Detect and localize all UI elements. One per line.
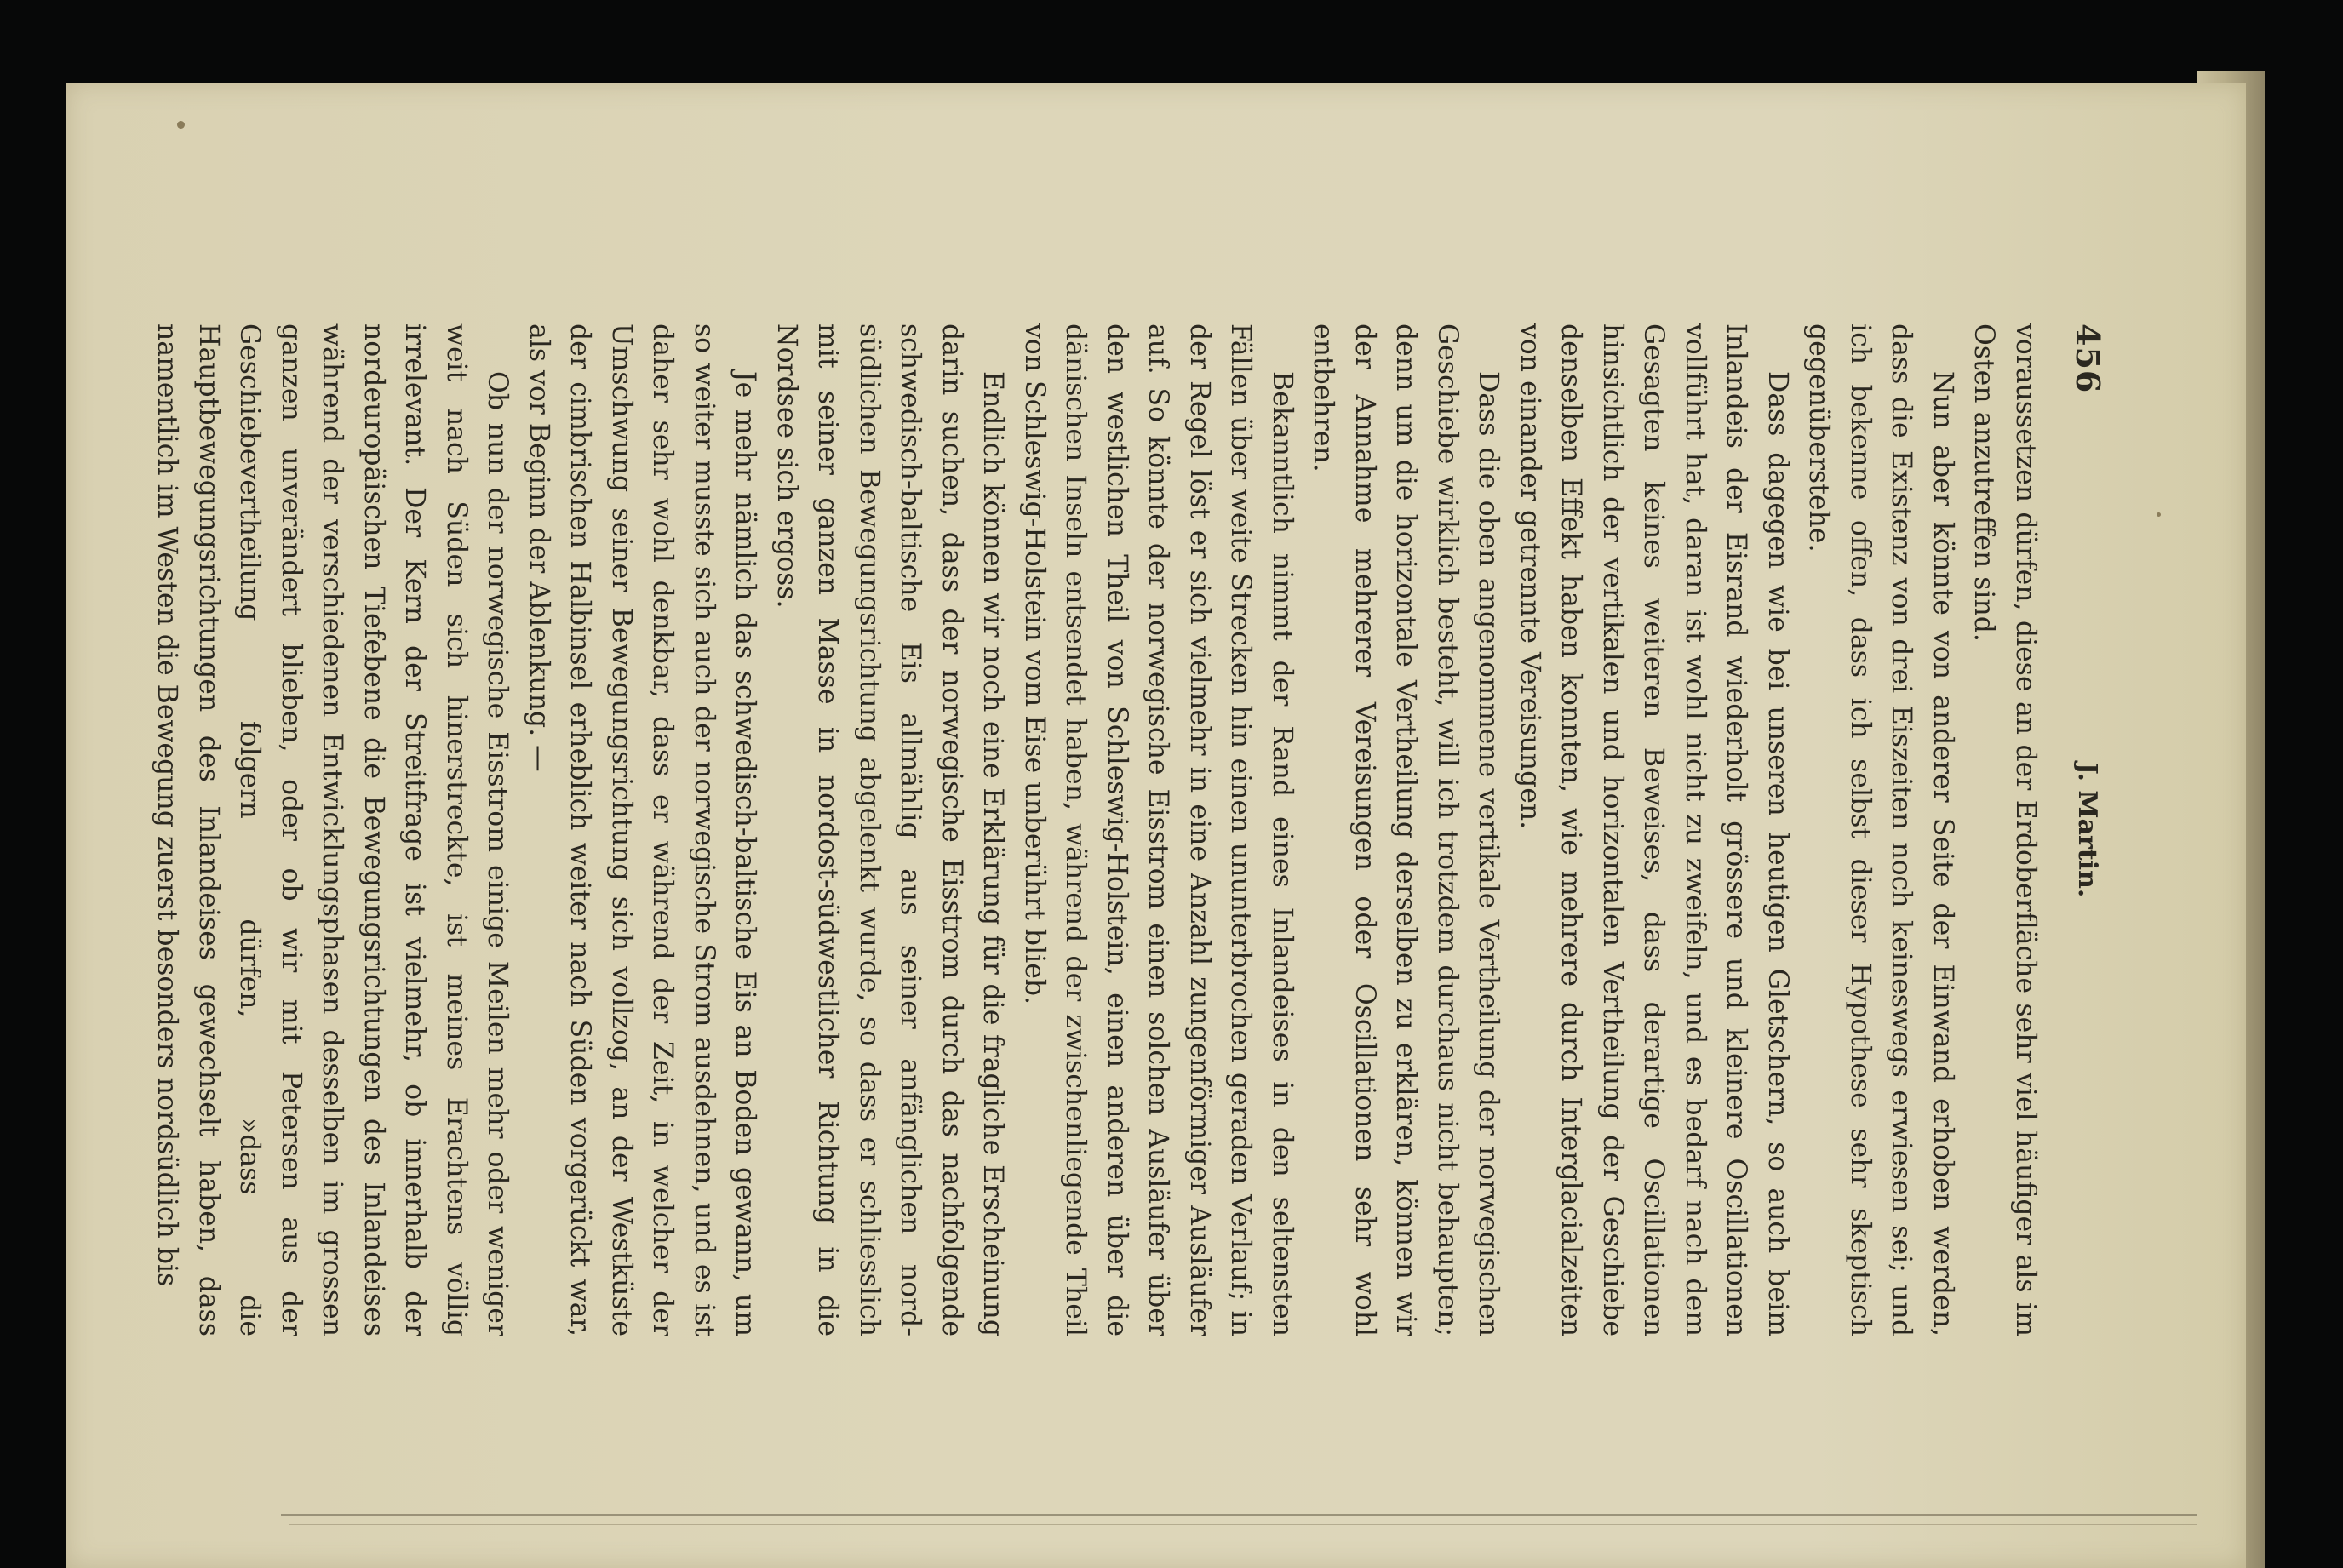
book-page — [152, 323, 2107, 1336]
page-header — [2058, 323, 2107, 1336]
paragraph: Nun aber könnte von anderer Seite der Einwand erhoben werden, dass die Existenz von drei Eiszeiten noch keineswegs erwiesen sei; und ich bekenne offen, dass ich selbst dieser Hypothese sehr skeptisch gegenüberstehe. — [1803, 323, 1958, 1336]
paragraph: voraussetzen dürfen, diese an der Erdoberfläche sehr viel häufiger als im Osten anzutreffen sind. — [1968, 323, 2041, 1336]
gutter-shadow-line — [289, 1524, 2197, 1525]
paper-speck — [2157, 512, 2161, 517]
page-number: 456 — [2069, 323, 2107, 394]
paragraph: Ob nun der norwegische Eisstrom einige Meilen mehr oder weniger weit nach Süden sich hinerstreckte, ist meines Erachtens völlig irrelevant. Der Kern der Streitfrage ist vielmehr, ob innerhalb der nordeuropäischen Tiefebene die Bewegungsrichtungen des Inlandeises während der verschiedenen Entwicklungsphasen desselben im grossen ganzen unverändert blieben, oder ob wir mit Petersen aus der Geschiebevertheilung folgern dürfen, »dass die Hauptbewegungsrichtungen des Inlandeises gewechselt haben, dass namentlich im Westen die Bewegung zuerst besonders nordsüdlich bis — [152, 323, 513, 1336]
gutter-shadow-line — [281, 1514, 2197, 1516]
paper-speck — [177, 121, 185, 129]
body-text — [146, 323, 2046, 1336]
paragraph: Dass dagegen wie bei unseren heutigen Gletschern, so auch beim Inlandeis der Eisrand wiederholt grössere und kleinere Oscillationen vollführt hat, daran ist wohl nicht zu zweifeln, und es bedarf nach dem Gesagten keines weiteren Beweises, dass derartige Oscillationen hinsichtlich der vertikalen und horizontalen Vertheilung der Geschiebe denselben Effekt haben konnten, wie mehrere durch Interglacialzeiten von einander getrennte Vereisungen. — [1515, 323, 1793, 1336]
running-head: J. Martin. — [2072, 762, 2102, 898]
paragraph: Je mehr nämlich das schwedisch-baltische Eis an Boden gewann, um so weiter musste sich auch der norwegische Strom ausdehnen, und es ist daher sehr wohl denkbar, dass er während der Zeit, in welcher der Umschwung seiner Bewegungsrichtung sich vollzog, an der Westküste der cimbrischen Halbinsel erheblich weiter nach Süden vorgerückt war, als vor Beginn der Ablenkung. — — [524, 323, 761, 1336]
paragraph: Bekanntlich nimmt der Rand eines Inlandeises in den seltensten Fällen über weite Strecken hin einen ununterbrochen geraden Verlauf; in der Regel löst er sich vielmehr in eine Anzahl zungenförmiger Ausläufer auf. So könnte der norwegische Eisstrom einen solchen Ausläufer über den westlichen Theil von Schleswig-Holstein, einen anderen über die dänischen Inseln entsendet haben, während der zwischenliegende Theil von Schleswig-Holstein vom Eise unberührt blieb. — [1019, 323, 1298, 1336]
paragraph: Dass die oben angenommene vertikale Vertheilung der norwegischen Geschiebe wirklich besteht, will ich trotzdem durchaus nicht behaupten; denn um die horizontale Vertheilung derselben zu erklären, können wir der Annahme mehrerer Vereisungen oder Oscillationen sehr wohl entbehren. — [1308, 323, 1504, 1336]
paragraph: Endlich können wir noch eine Erklärung für die fragliche Erscheinung darin suchen, dass der norwegische Eisstrom durch das nachfolgende schwedisch-baltische Eis allmählig aus seiner anfänglichen nord-südlichen Bewegungsrichtung abgelenkt wurde, so dass er schliesslich mit seiner ganzen Masse in nordost-südwestlicher Richtung in die Nordsee sich ergoss. — [771, 323, 1009, 1336]
